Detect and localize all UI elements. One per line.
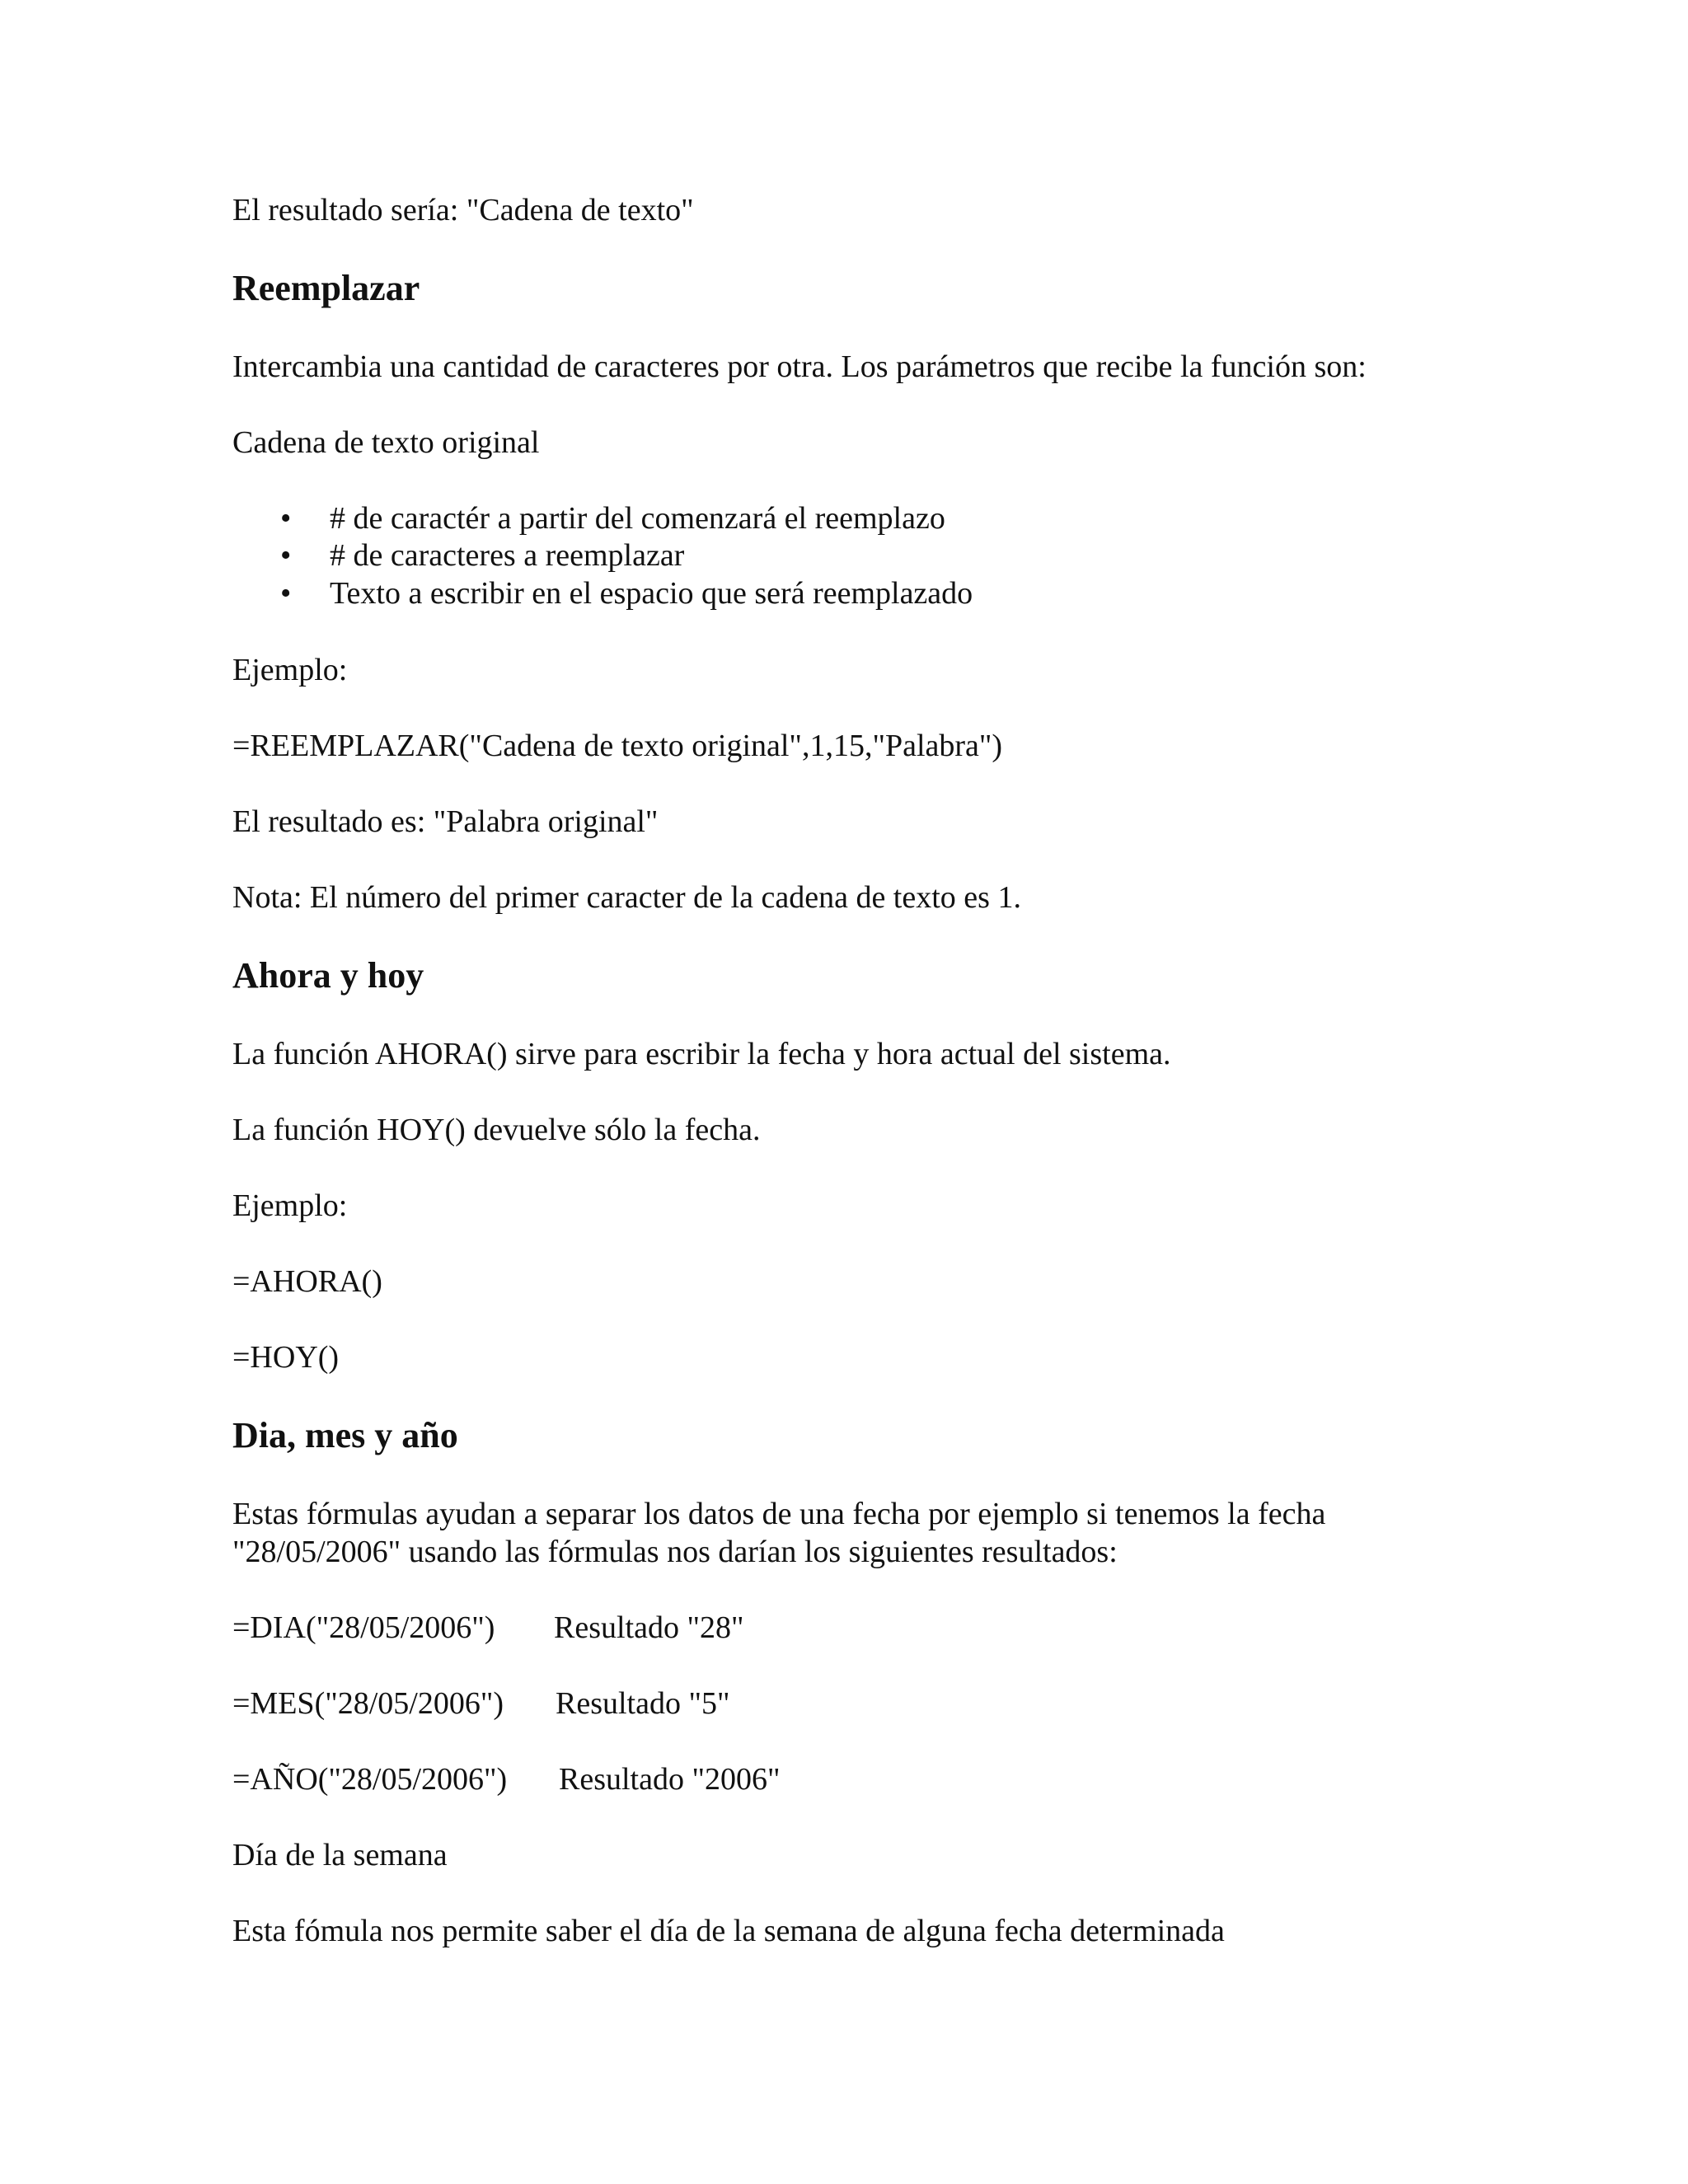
dia-mes-anio-description-line1: Estas fórmulas ayudan a separar los datos de una fecha por ejemplo si tenemos la fecha: [232, 1497, 1326, 1531]
heading-reemplazar: Reemplazar: [232, 268, 420, 308]
anio-formula: =AÑO("28/05/2006"): [232, 1762, 508, 1797]
heading-dia-mes-anio: Dia, mes y año: [232, 1415, 458, 1455]
bullet-symbol: •: [280, 576, 292, 611]
reemplazar-description: Intercambia una cantidad de caracteres por otra. Los parámetros que recibe la función son:: [232, 349, 1367, 384]
mes-formula: =MES("28/05/2006"): [232, 1686, 504, 1721]
ahora-hoy-example-label: Ejemplo:: [232, 1188, 348, 1223]
hoy-formula: =HOY(): [232, 1340, 340, 1375]
ahora-description: La función AHORA() sirve para escribir la fecha y hora actual del sistema.: [232, 1037, 1171, 1071]
reemplazar-example-result: El resultado es: "Palabra original": [232, 804, 659, 839]
bullet-symbol: •: [280, 538, 292, 573]
bullet-text: # de caractér a partir del comenzará el reemplazo: [330, 501, 945, 536]
reemplazar-example-formula: =REEMPLAZAR("Cadena de texto original",1,15,"Palabra"): [232, 729, 1003, 763]
ahora-formula: =AHORA(): [232, 1264, 382, 1299]
bullet-symbol: •: [280, 501, 292, 536]
dia-semana-title: Día de la semana: [232, 1838, 448, 1872]
reemplazar-example-label: Ejemplo:: [232, 653, 348, 687]
dia-formula: =DIA("28/05/2006"): [232, 1610, 495, 1645]
intro-result-line: El resultado sería: "Cadena de texto": [232, 193, 694, 227]
mes-result: Resultado "5": [556, 1686, 730, 1721]
bullet-text: # de caracteres a reemplazar: [330, 538, 685, 573]
reemplazar-note: Nota: El número del primer caracter de la cadena de texto es 1.: [232, 880, 1021, 915]
hoy-description: La función HOY() devuelve sólo la fecha.: [232, 1113, 761, 1147]
heading-ahora-hoy: Ahora y hoy: [232, 955, 424, 996]
bullet-text: Texto a escribir en el espacio que será reemplazado: [330, 576, 973, 611]
dia-result: Resultado "28": [554, 1610, 744, 1645]
dia-mes-anio-description-line2: "28/05/2006" usando las fórmulas nos darían los siguientes resultados:: [232, 1535, 1118, 1569]
anio-result: Resultado "2006": [559, 1762, 781, 1797]
dia-semana-description: Esta fómula nos permite saber el día de la semana de alguna fecha determinada: [232, 1914, 1225, 1948]
reemplazar-param-intro: Cadena de texto original: [232, 425, 540, 460]
